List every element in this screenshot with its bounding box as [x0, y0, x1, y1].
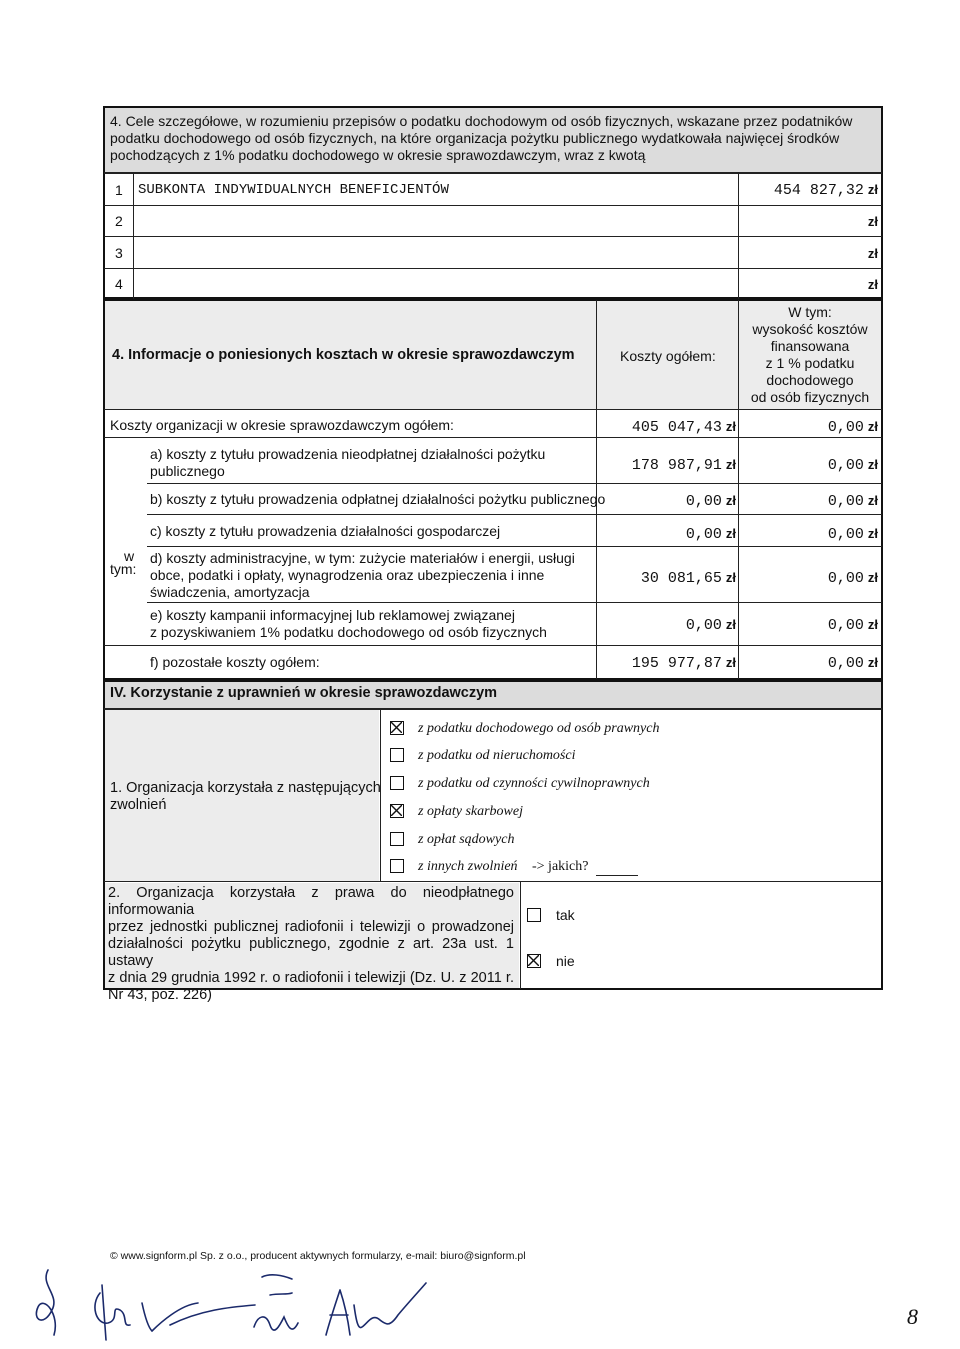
exemption-other-prompt: -> jakich?: [532, 859, 589, 874]
cost-item-c-line-1: c) koszty z tytułu prowadzenia działalności gospodarczej: [150, 523, 501, 539]
copyright-footer: © www.signform.pl Sp. z o.o., producent aktywnych formularzy, e-mail: biuro@signform.pl: [110, 1250, 526, 1262]
total-costs-value: 405 047,43 zł: [631, 419, 736, 436]
tv-info-yes-label: tak: [556, 907, 575, 923]
cost-item-a-line-1: a) koszty z tytułu prowadzenia nieodpłatnej działalności pożytku: [150, 446, 546, 462]
cost-item-d-line-1: d) koszty administracyjne, w tym: zużycie materiałów i energii, usługi: [150, 550, 575, 566]
goal-row-1-number: 1: [115, 182, 123, 198]
exemption-property-tax-checkbox[interactable]: [390, 748, 404, 762]
goal-row-1-amount: 454 827,32 zł: [773, 182, 878, 199]
cost-item-b-total: 0,00 zł: [685, 493, 736, 510]
cost-item-f-total: 195 977,87 zł: [631, 655, 736, 672]
cost-item-d-financed: 0,00 zł: [827, 570, 878, 587]
cost-item-c-total: 0,00 zł: [685, 526, 736, 543]
exemption-court-fees-checkbox[interactable]: [390, 832, 404, 846]
w-tym-label-1: w: [124, 548, 135, 564]
cost-item-d-line-2: obce, podatki i opłaty, wynagrodzenia oraz ubezpieczenia i inne: [150, 567, 545, 583]
q1-label-line-1: 1. Organizacja korzystała z następujących: [110, 780, 381, 796]
goals-heading-line-2: podatku dochodowego od osób fizycznych, na które organizacja pożytku publicznego wydatkowała najwięcej środków: [110, 130, 840, 146]
exemption-other-label: z innych zwolnień: [418, 859, 518, 874]
exemption-other-checkbox[interactable]: [390, 859, 404, 873]
goal-row-4-number: 4: [115, 276, 123, 292]
goal-row-1-name: SUBKONTA INDYWIDUALNYCH BENEFICJENTÓW: [138, 182, 449, 198]
cost-item-a-line-2: publicznego: [150, 463, 225, 479]
goals-heading-line-1: 4. Cele szczegółowe, w rozumieniu przepisów o podatku dochodowym od osób fizycznych, wskazane przez podatników: [110, 113, 853, 129]
exemption-civil-law-tax-label: z podatku od czynności cywilnoprawnych: [418, 776, 650, 791]
goal-row-2-amount: zł: [867, 214, 878, 229]
goal-row-2-number: 2: [115, 213, 123, 229]
cost-item-b-financed: 0,00 zł: [827, 493, 878, 510]
total-costs-financed: 0,00 zł: [827, 419, 878, 436]
exemption-other-input-line[interactable]: [596, 875, 638, 876]
cost-item-d-line-3: świadczenia, amortyzacja: [150, 584, 310, 600]
q2-label: 2. Organizacja korzystała z prawa do nieodpłatnego informowania przez jednostki publicznej radiofonii i telewizji o prowadzonej działalności pożytku publicznego, zgodnie z art. 23a ust. 1 ustawy z dnia 29 grudnia 1992 r. o radiofonii i telewizji (Dz. U. z 2011 r. Nr 43, poz. 226): [108, 885, 514, 1003]
goal-row-3-number: 3: [115, 245, 123, 261]
tv-info-no-label: nie: [556, 953, 575, 969]
col-financed-header: W tym: wysokość kosztów finansowana z 1 % podatku dochodowego od osób fizycznych: [750, 304, 870, 405]
cost-item-d-total: 30 081,65 zł: [640, 570, 736, 587]
costs-heading: 4. Informacje o poniesionych kosztach w okresie sprawozdawczym: [112, 347, 575, 363]
goals-heading-line-3: pochodzących z 1% podatku dochodowego w okresie sprawozdawczym, wraz z kwotą: [110, 147, 646, 163]
exemption-court-fees-label: z opłat sądowych: [418, 832, 515, 847]
tv-info-no-checkbox[interactable]: [527, 954, 541, 968]
goal-row-3-amount: zł: [867, 246, 878, 261]
section-iv-heading: IV. Korzystanie z uprawnień w okresie sprawozdawczym: [110, 685, 498, 701]
cost-item-a-total: 178 987,91 zł: [631, 457, 736, 474]
exemption-income-tax-checkbox[interactable]: [390, 721, 404, 735]
exemption-stamp-duty-label: z opłaty skarbowej: [418, 804, 523, 819]
handwritten-signatures: [30, 1265, 450, 1345]
cost-item-e-line-2: z pozyskiwaniem 1% podatku dochodowego od osób fizycznych: [150, 624, 547, 640]
q1-label-line-2: zwolnień: [110, 797, 167, 813]
cost-item-b-line-1: b) koszty z tytułu prowadzenia odpłatnej działalności pożytku publicznego: [150, 491, 606, 507]
goal-row-4-amount: zł: [867, 277, 878, 292]
exemption-income-tax-label: z podatku dochodowego od osób prawnych: [418, 721, 660, 736]
exemption-stamp-duty-checkbox[interactable]: [390, 804, 404, 818]
cost-item-e-financed: 0,00 zł: [827, 617, 878, 634]
cost-item-e-total: 0,00 zł: [685, 617, 736, 634]
cost-item-f-label: f) pozostałe koszty ogółem:: [150, 654, 320, 670]
exemption-civil-law-tax-checkbox[interactable]: [390, 776, 404, 790]
cost-item-f-financed: 0,00 zł: [827, 655, 878, 672]
cost-item-e-line-1: e) koszty kampanii informacyjnej lub reklamowej związanej: [150, 607, 515, 623]
w-tym-label-2: tym:: [110, 561, 137, 577]
tv-info-yes-checkbox[interactable]: [527, 908, 541, 922]
cost-item-a-financed: 0,00 zł: [827, 457, 878, 474]
exemption-property-tax-label: z podatku od nieruchomości: [418, 748, 576, 763]
cost-item-c-financed: 0,00 zł: [827, 526, 878, 543]
total-costs-label: Koszty organizacji w okresie sprawozdawczym ogółem:: [110, 417, 454, 433]
col-total-header: Koszty ogółem:: [620, 348, 716, 364]
page-number: 8: [907, 1304, 918, 1329]
